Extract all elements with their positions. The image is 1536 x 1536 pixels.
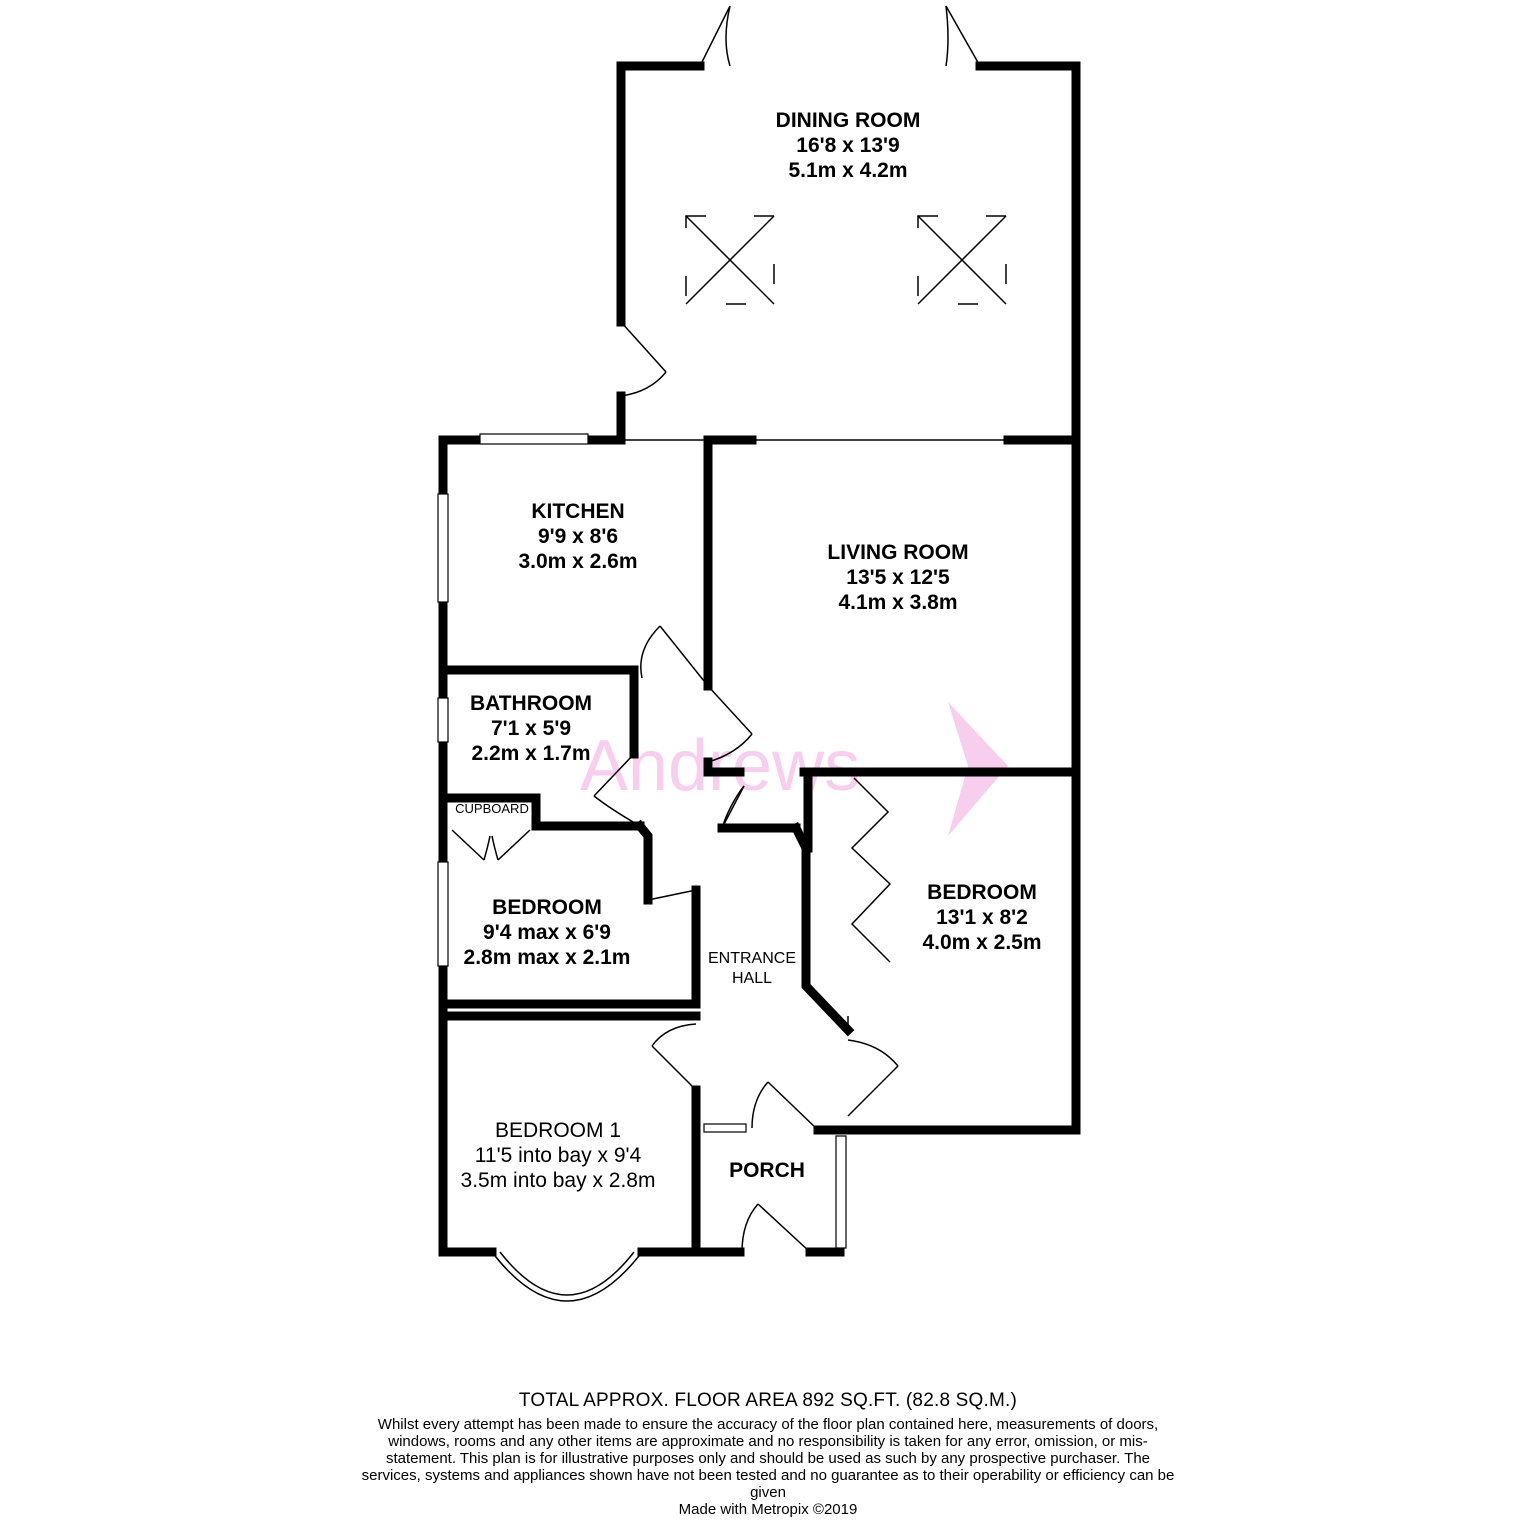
room-bathroom [470,692,592,765]
walls [443,66,1076,1252]
room-bedroom-right [922,881,1041,954]
room-size-imperial: 13'1 x 8'2 [936,906,1028,929]
porch-window [836,1136,846,1248]
porch-shelf [704,1124,746,1132]
room-size-metric: 3.5m into bay x 2.8m [460,1169,656,1192]
room-name: LIVING ROOM [827,541,969,564]
room-size-metric: 2.8m max x 2.1m [463,946,631,969]
room-bedroom-small [464,896,631,969]
room-name: BEDROOM [492,896,602,919]
footer [268,1390,1268,1518]
room-name: BEDROOM 1 [494,1119,622,1142]
room-size-metric: 3.0m x 2.6m [518,550,638,573]
room-size-imperial: 7'1 x 5'9 [490,717,572,740]
room-size-imperial: 11'5 into bay x 9'4 [474,1144,642,1167]
room-size-metric: 5.1m x 4.2m [788,159,908,182]
room-living [827,541,968,614]
room-name: CUPBOARD [455,801,529,816]
watermark-text: Andrews [579,726,861,806]
doors [452,6,980,1252]
room-name: BEDROOM [927,881,1037,904]
skylights [686,216,1006,304]
room-name: DINING ROOM [775,109,921,132]
room-name-line1: ENTRANCE [707,950,797,967]
bathroom-window [438,698,448,742]
bedroom-window [438,862,448,966]
room-size-metric: 2.2m x 1.7m [471,742,591,765]
room-size-imperial: 9'9 x 8'6 [537,525,619,548]
room-dining [776,109,921,182]
bay-window [492,1252,642,1301]
room-porch [729,1159,805,1182]
disclaimer: Whilst every attempt has been made to ensure the accuracy of the floor plan contained here, measurements of doors, windows, rooms and any other items are approximate and no responsibility is taken for any error, omission, or mis-statement. This plan is for illustrative purposes only and should be used as such by any prospective purchaser. The services, systems and appliances shown have not been tested and no guarantee as to their operability or efficiency can be given [361,1416,1175,1501]
room-entrance-hall [708,950,796,987]
room-size-imperial: 9'4 max x 6'9 [483,921,611,944]
made-with-credit: Made with Metropix ©2019 [678,1501,858,1518]
room-cupboard [455,801,529,816]
room-name: PORCH [729,1159,805,1182]
room-name: BATHROOM [469,692,593,715]
room-size-metric: 4.0m x 2.5m [922,931,1042,954]
room-size-metric: 4.1m x 3.8m [838,591,958,614]
total-floor-area: TOTAL APPROX. FLOOR AREA 892 SQ.FT. (82.8 SQ.M.) [518,1390,1018,1411]
room-size-imperial: 13'5 x 12'5 [846,566,950,589]
room-kitchen [518,500,637,573]
room-name: KITCHEN [531,500,625,523]
room-size-imperial: 16'8 x 13'9 [796,134,900,157]
kitchen-side-window [438,494,448,602]
skylight-icon [918,216,1006,304]
kitchen-window [480,434,588,444]
room-bedroom-1 [461,1119,656,1192]
skylight-icon [686,216,774,304]
room-name-line2: HALL [731,970,773,987]
